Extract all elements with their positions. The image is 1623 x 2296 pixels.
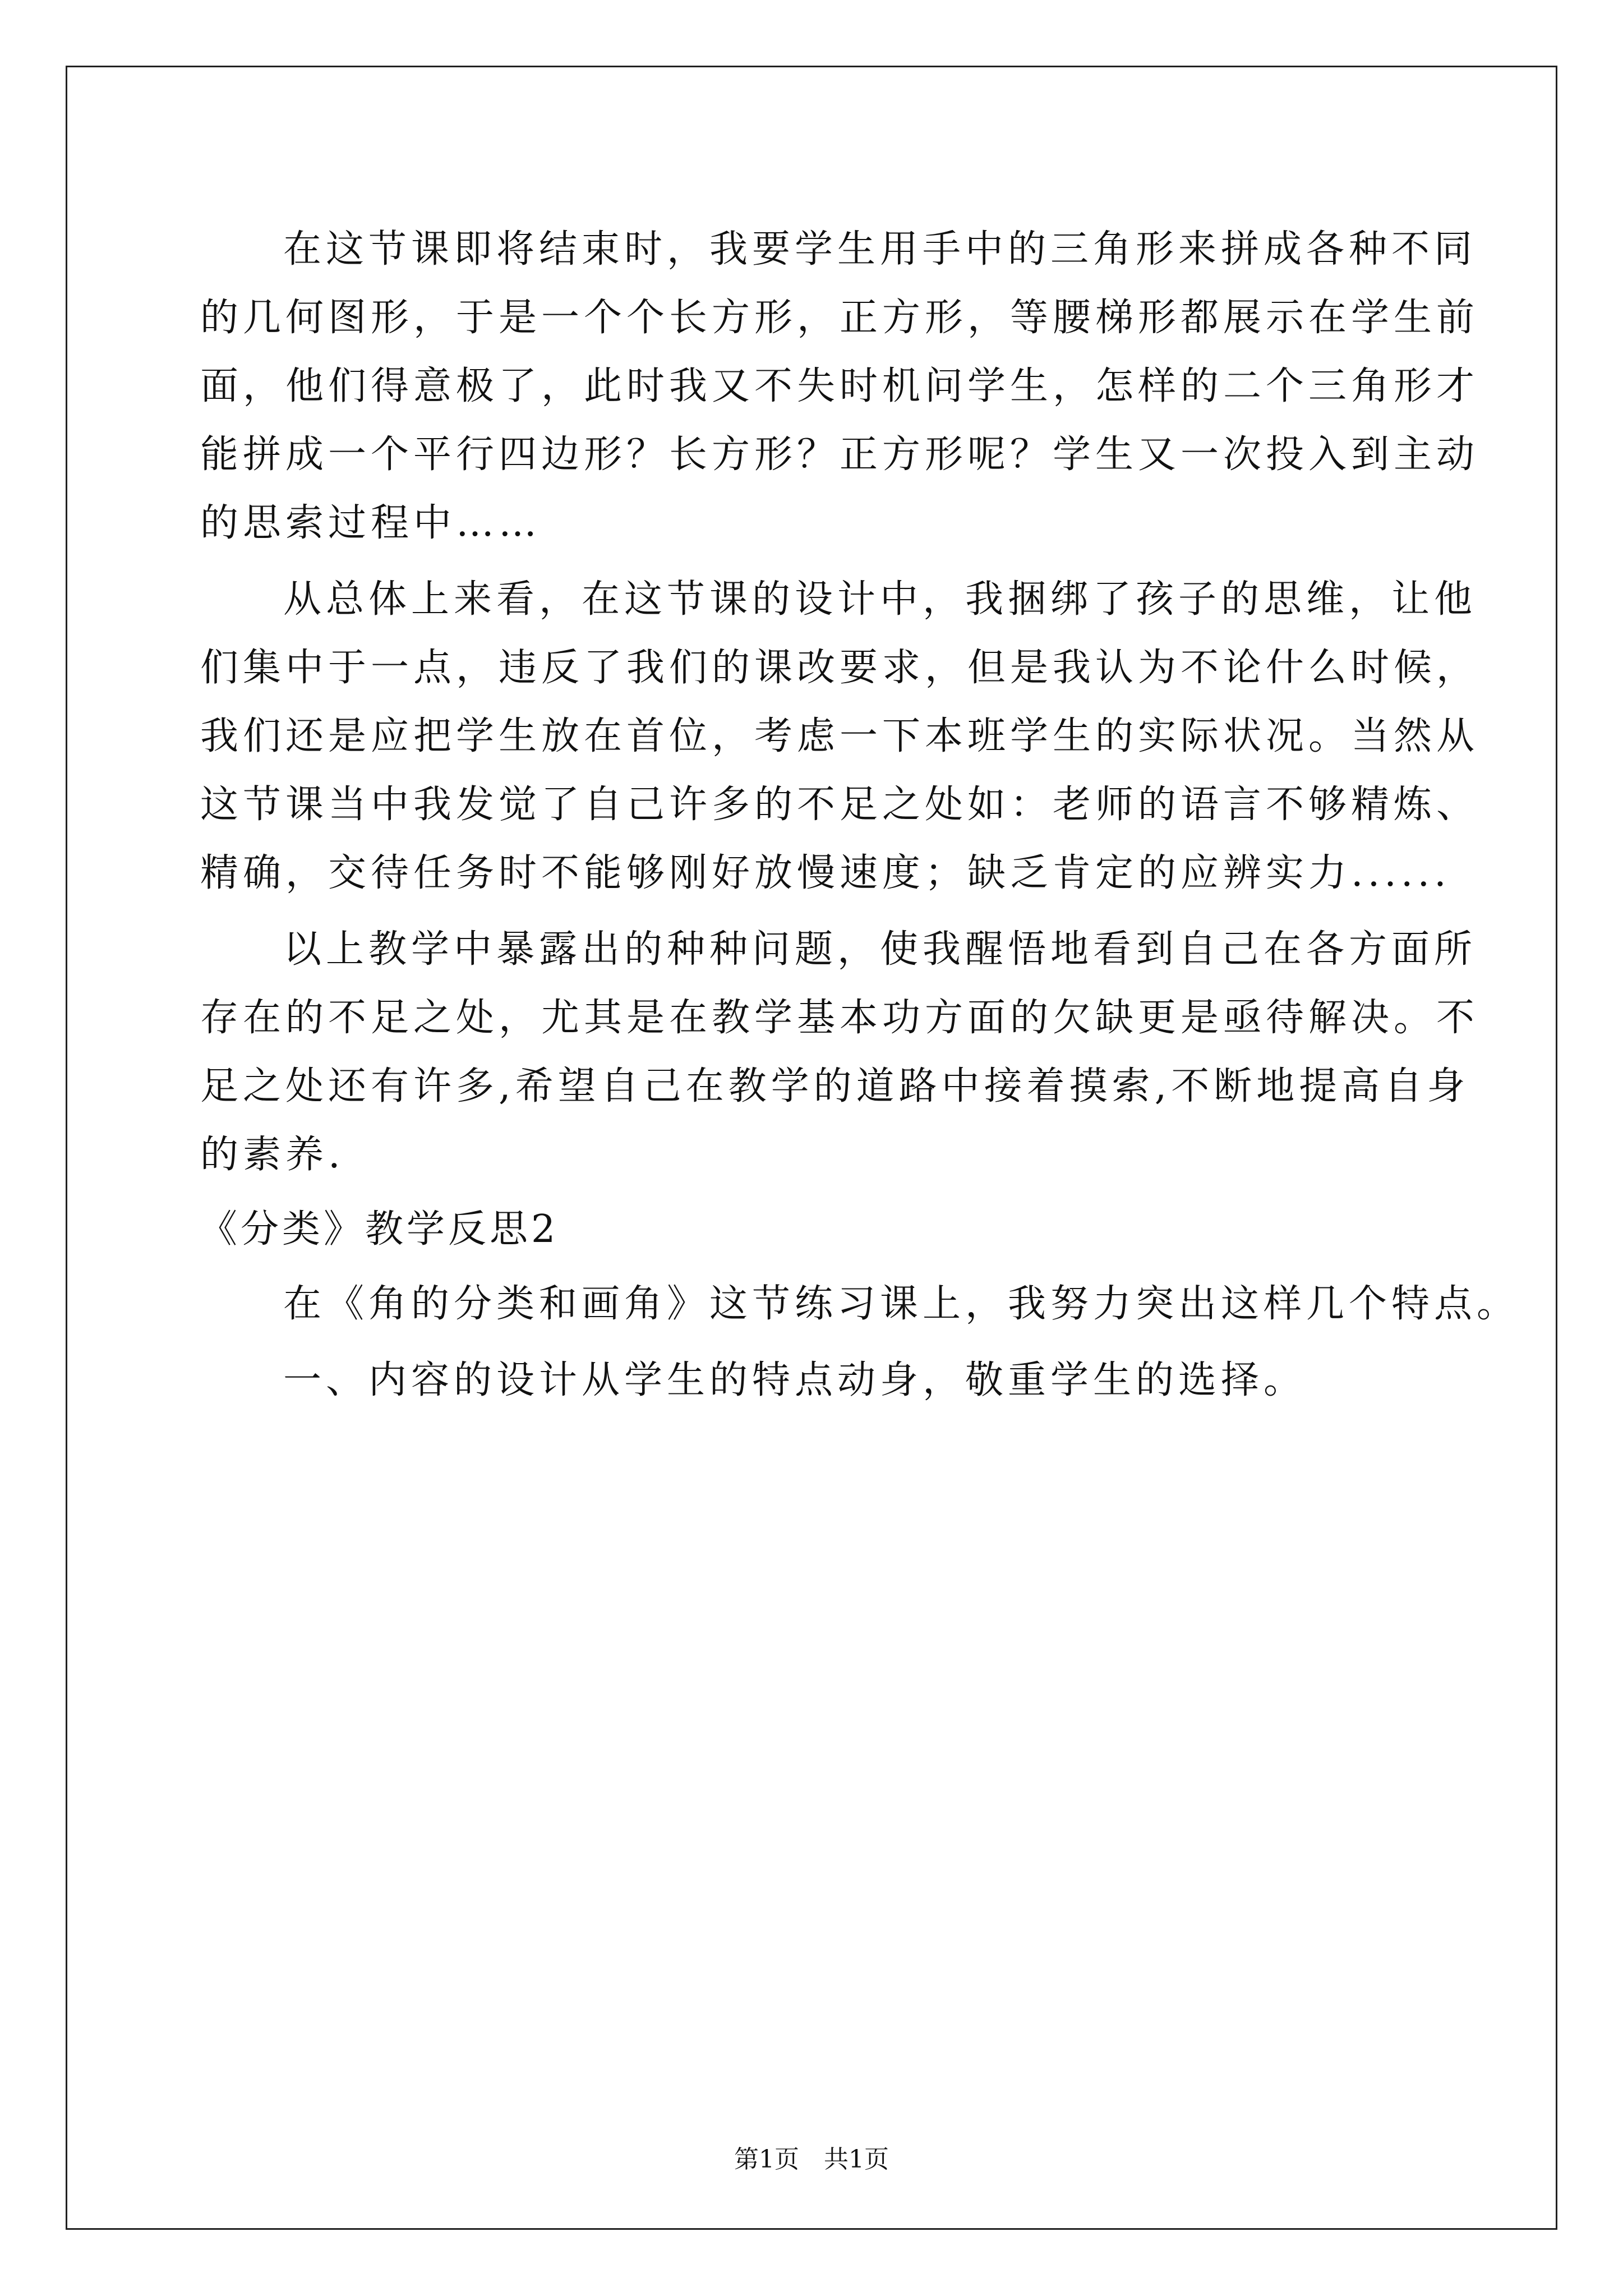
text-line: 的思索过程中…… xyxy=(200,501,542,545)
text-line: 从总体上来看，在这节课的设计中，我捆绑了孩子的思维，让他 xyxy=(283,577,1477,622)
text-line: 在《角的分类和画角》这节练习课上，我努力突出这样几个特点。 xyxy=(283,1282,1520,1326)
text-line: 以上教学中暴露出的种种问题，使我醒悟地看到自己在各方面所 xyxy=(283,927,1477,972)
text-line: 存在的不足之处，尤其是在教学基本功方面的欠缺更是亟待解决。不 xyxy=(200,996,1479,1040)
text-line: 们集中于一点，违反了我们的课改要求，但是我认为不论什么时候， xyxy=(200,646,1479,690)
text-line: 这节课当中我发觉了自己许多的不足之处如：老师的语言不够精炼、 xyxy=(200,783,1479,827)
page-footer: 第1页 共1页 xyxy=(734,2145,889,2174)
section-heading: 《分类》教学反思2 xyxy=(199,1207,559,1251)
text-line: 的几何图形，于是一个个长方形，正方形，等腰梯形都展示在学生前 xyxy=(200,296,1479,340)
text-line: 一、内容的设计从学生的特点动身，敬重学生的选择。 xyxy=(283,1358,1307,1402)
text-line: 的素养. xyxy=(200,1133,345,1177)
text-line: 足之处还有许多,希望自己在教学的道路中接着摸索,不断地提高自身 xyxy=(200,1064,1470,1108)
text-line: 能拼成一个平行四边形？长方形？正方形呢？学生又一次投入到主动 xyxy=(200,432,1479,477)
text-line: 面，他们得意极了，此时我又不失时机问学生，怎样的二个三角形才 xyxy=(200,364,1479,408)
text-line: 我们还是应把学生放在首位，考虑一下本班学生的实际状况。当然从 xyxy=(200,714,1479,758)
text-line: 在这节课即将结束时，我要学生用手中的三角形来拼成各种不同 xyxy=(283,227,1477,272)
text-line: 精确，交待任务时不能够刚好放慢速度；缺乏肯定的应辨实力...... xyxy=(200,851,1451,895)
